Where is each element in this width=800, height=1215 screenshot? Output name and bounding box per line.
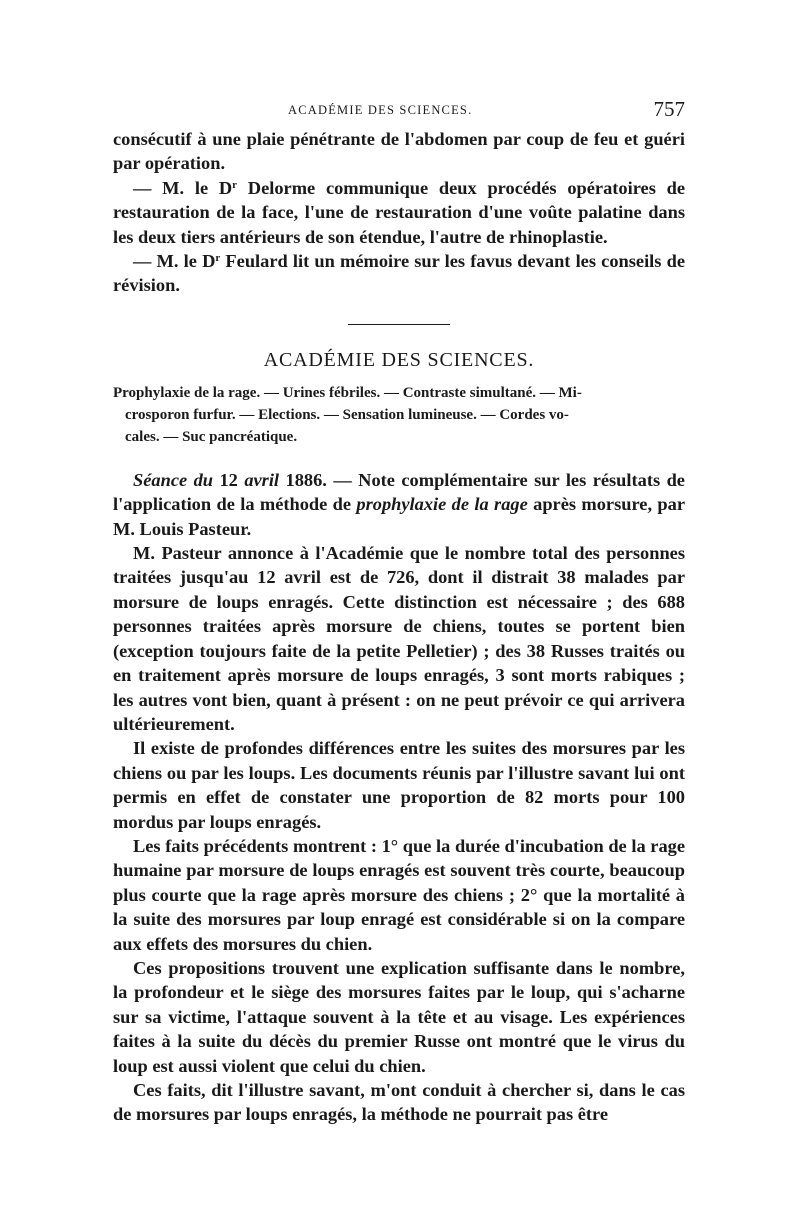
section-title: ACADÉMIE DES SCIENCES. (263, 348, 535, 371)
intro-paragraph-delorme (113, 176, 685, 249)
paragraph: Les faits précédents montrent : 1° que la durée d'incubation de la rage humaine par morsure de loups enragés est souvent très courte, beaucoup plus courte que la rage après morsure des chiens ; 2° que la mortalité à la suite des morsures par loup enragé est considérable si on la compare aux effets des morsures du chien. (113, 835, 685, 954)
feulard-prefix: — M. le D (133, 251, 216, 272)
paragraph: M. Pasteur annonce à l'Académie que le nombre total des personnes traitées jusqu'au 12 avril est de 726, dont il distrait 38 malades par morsure de loups enragés. Cette distinction est nécessaire ; des 688 personnes traitées après morsure de chiens, toutes se portent bien (exception toujours faite de la petite Pelletier) ; des 38 Russes traités ou en traitement après morsure de loups enragés, 3 sont morts rabiques ; les autres vont bien, quant à présent : on ne peut prévoir ce qui arrivera ultérieurement. (113, 543, 685, 734)
intro-paragraph-1: consécutif à une plaie pénétrante de l'abdomen par coup de feu et guéri par opération. (113, 129, 685, 174)
section-summary (113, 382, 685, 448)
paragraph: Ces faits, dit l'illustre savant, m'ont conduit à chercher si, dans le cas de morsures par loups enragés, la méthode ne pourrait pas être (113, 1080, 685, 1125)
meeting-note-text: 1886. — Note complémentaire sur les résultats de l'application de la méthode de (113, 469, 685, 515)
delorme-superscript: r (232, 178, 238, 191)
meeting-date-month: avril (244, 469, 280, 490)
page (113, 97, 685, 1127)
meeting-date-day: 12 (213, 469, 245, 490)
paragraph: Il existe de profondes différences entre les suites des morsures par les chiens ou par les loups. Les documents réunis par l'illustre savant lui ont permis en effet de constater une proportion de 82 morts pour 100 mordus par loups enragés. (113, 738, 685, 832)
feulard-superscript: r (215, 252, 221, 265)
summary-line: cales. — Suc pancréatique. (125, 428, 298, 445)
meeting-date-label: Séance du (133, 469, 214, 490)
running-head (113, 97, 685, 127)
intro-text (113, 127, 685, 298)
method-name: prophylaxie de la rage (356, 494, 528, 515)
intro-paragraph-feulard (113, 249, 685, 298)
summary-line: crosporon furfur. — Elections. — Sensation lumineuse. — Cordes vo- (125, 406, 569, 423)
section-divider (348, 324, 450, 325)
page-number: 757 (653, 97, 685, 121)
meeting-note-tail: après morsure, par M. Louis Pasteur. (113, 494, 685, 539)
running-head-title: ACADÉMIE DES SCIENCES. (288, 103, 473, 117)
article-body (113, 468, 685, 1127)
feulard-text: Feulard lit un mémoire sur les favus devant les conseils de révision. (113, 251, 685, 296)
paragraph: Ces propositions trouvent une explication suffisante dans le nombre, la profondeur et le siège des morsures faites par le loup, qui s'acharne sur sa victime, l'attaque souvent à la tête et au visage. Les expériences faites à la suite du décès du premier Russe ont montré que le virus du loup est aussi violent que celui du chien. (113, 957, 685, 1076)
meeting-heading-paragraph (113, 468, 685, 541)
delorme-prefix: — M. le D (133, 177, 233, 198)
summary-line: Prophylaxie de la rage. — Urines fébriles. — Contraste simultané. — Mi- (113, 384, 582, 401)
delorme-text: Delorme communique deux procédés opératoires de restauration de la face, l'une de restauration d'une voûte palatine dans les deux tiers antérieurs de son étendue, l'autre de rhinoplastie. (113, 177, 685, 247)
